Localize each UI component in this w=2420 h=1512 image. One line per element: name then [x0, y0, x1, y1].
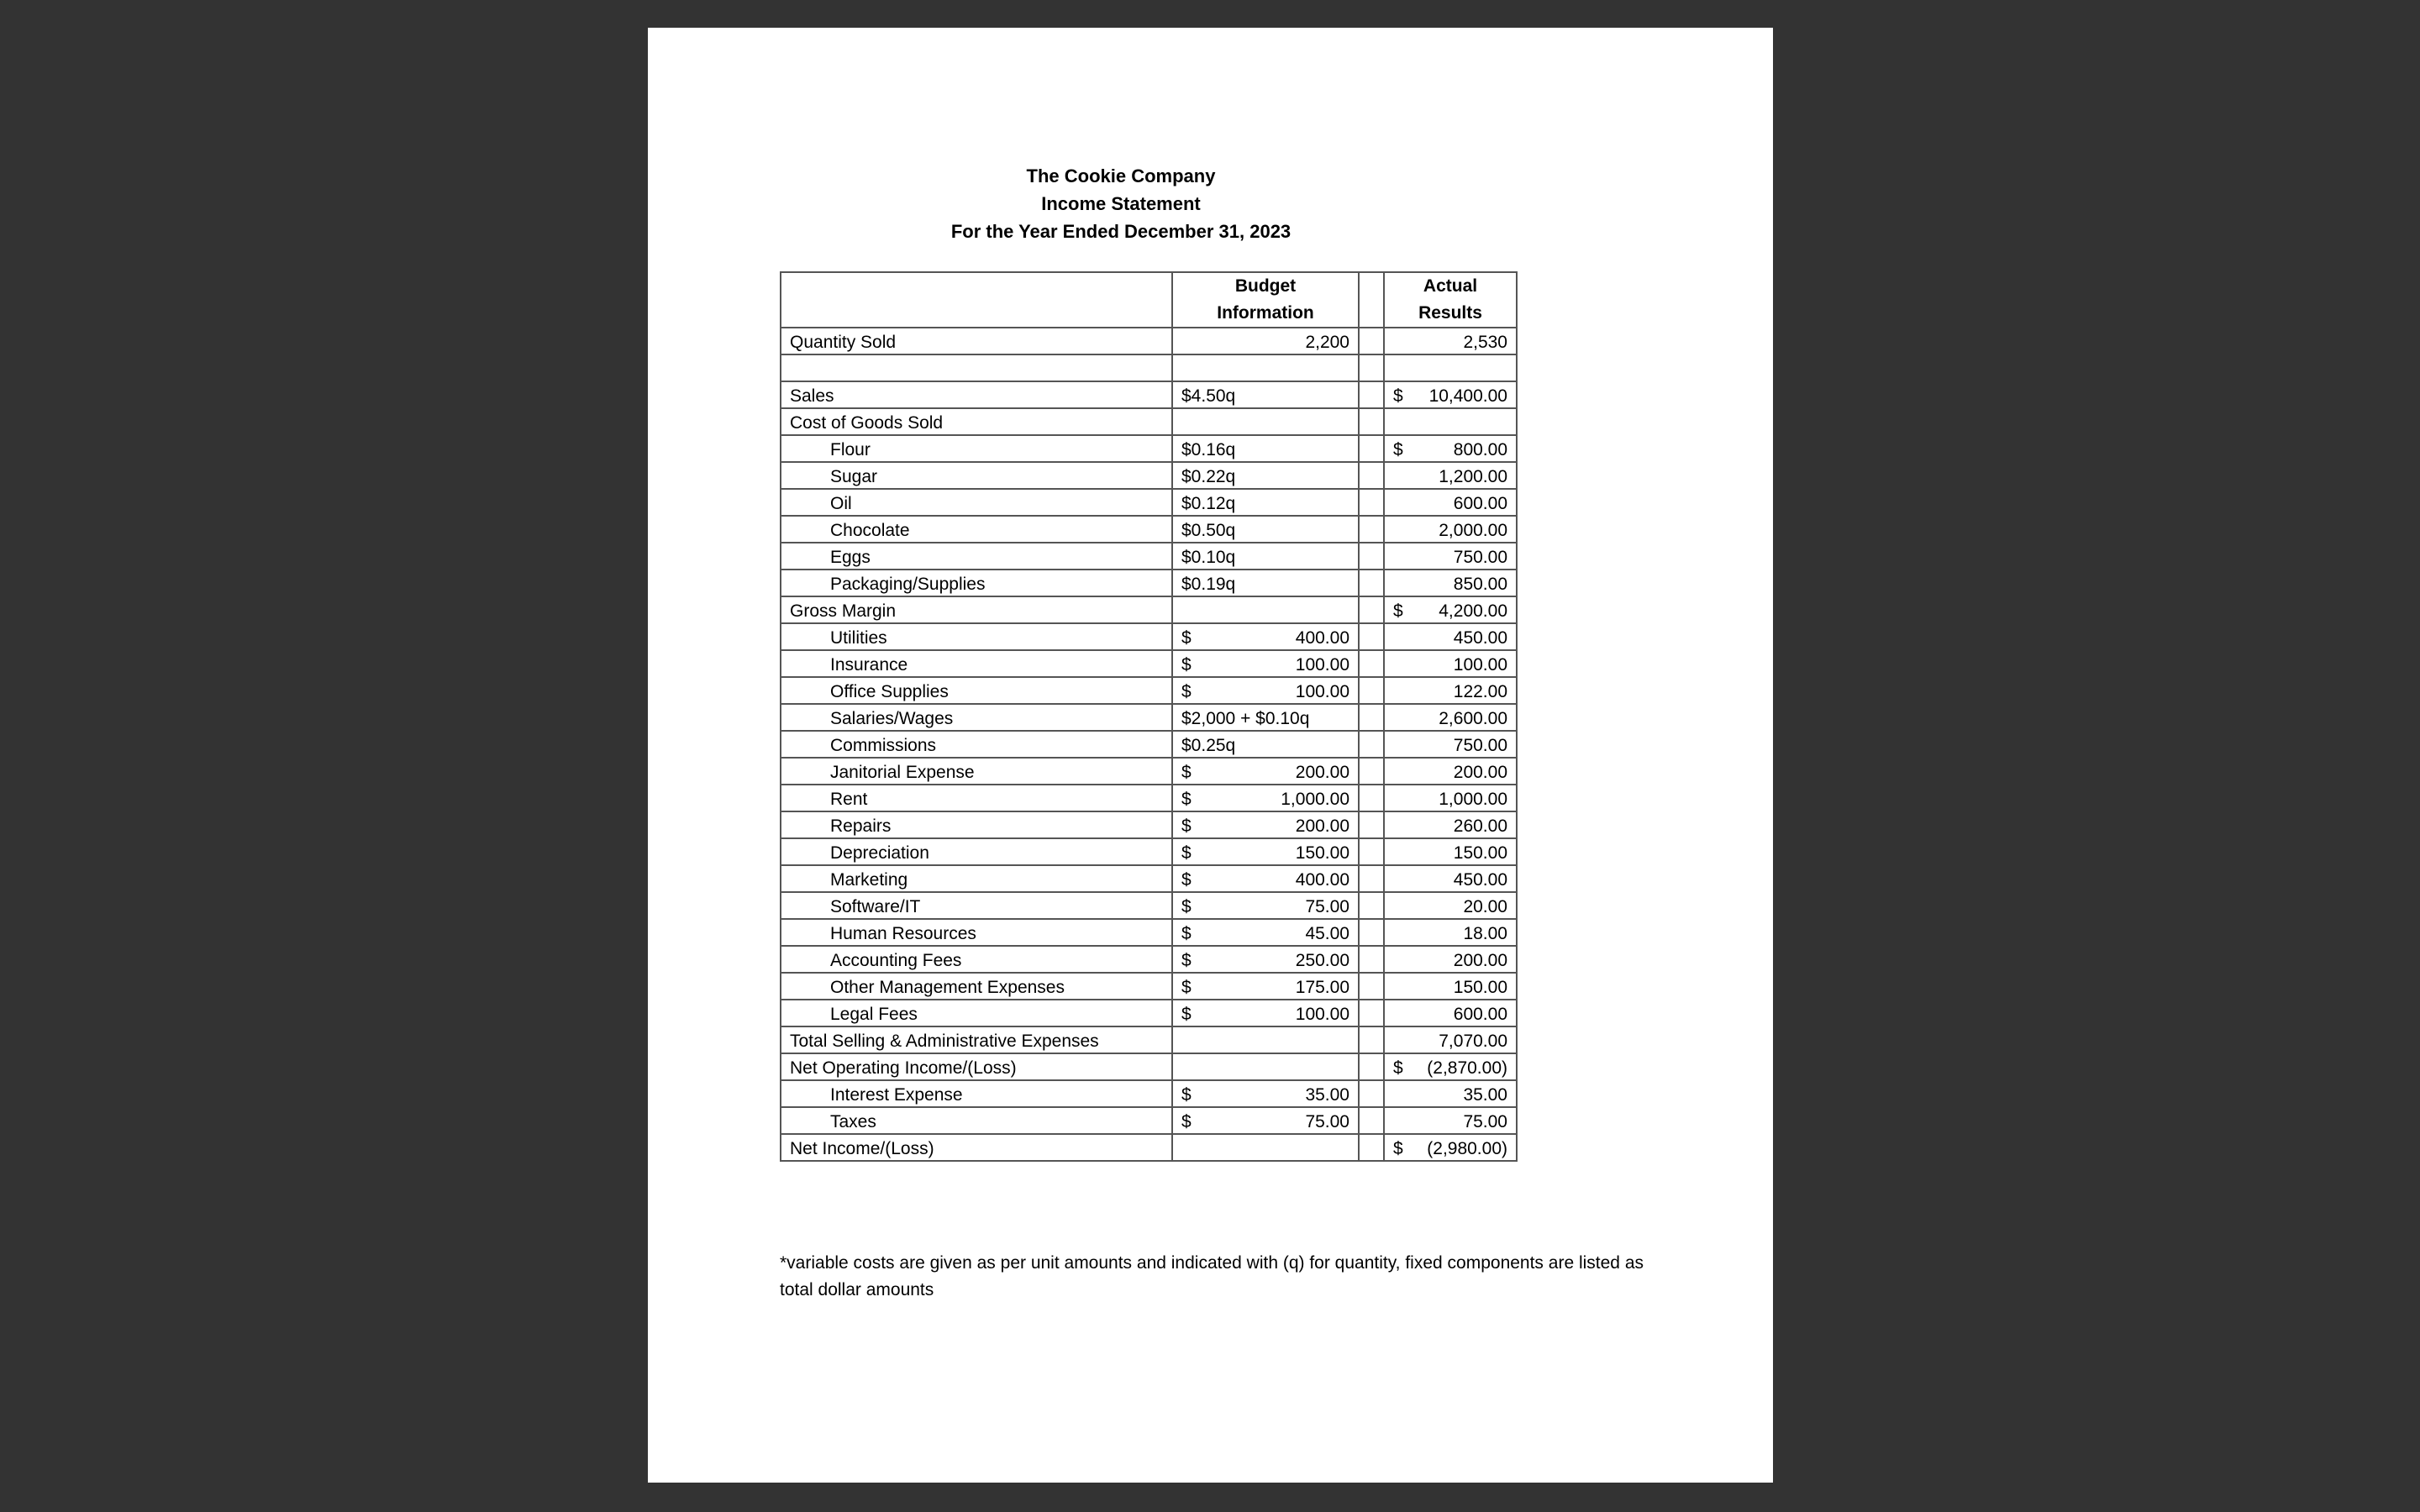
actual-cell: 200.00: [1384, 758, 1517, 785]
line-item-label: Flour: [781, 435, 1172, 462]
table-header-row: [781, 272, 1517, 328]
expense-row: [781, 892, 1517, 919]
budget-symbol: $: [1181, 978, 1192, 997]
footnote: *variable costs are given as per unit amounts and indicated with (q) for quantity, fixed components are listed as total dollar amounts: [780, 1253, 1644, 1299]
actual-cell: 150.00: [1384, 838, 1517, 865]
budget-symbol: $0.25q: [1181, 736, 1236, 755]
cogs-row: [781, 435, 1517, 462]
budget-cell: [1172, 892, 1359, 919]
statement-period: For the Year Ended December 31, 2023: [950, 221, 1292, 242]
actual-column-header: Actual Results: [1384, 272, 1517, 328]
cogs-row: [781, 516, 1517, 543]
budget-column-header: Budget Information: [1172, 272, 1359, 328]
line-item-label: Office Supplies: [781, 677, 1172, 704]
budget-amount: 45.00: [1305, 924, 1349, 943]
actual-cell: [1384, 543, 1517, 570]
actual-amount: 800.00: [1453, 440, 1507, 459]
actual-cell: 450.00: [1384, 865, 1517, 892]
actual-cell: 100.00: [1384, 650, 1517, 677]
budget-cell: [1172, 731, 1359, 758]
actual-cell: 600.00: [1384, 1000, 1517, 1026]
line-item-label: Janitorial Expense: [781, 758, 1172, 785]
budget-cell: [1172, 919, 1359, 946]
actual-cell: 18.00: [1384, 919, 1517, 946]
line-item-label: Salaries/Wages: [781, 704, 1172, 731]
budget-amount: 175.00: [1295, 978, 1349, 997]
net-income-row: Net Income/(Loss) $ (2,980.00): [781, 1134, 1517, 1161]
expense-row: [781, 623, 1517, 650]
budget-cell: [1172, 758, 1359, 785]
other-expense-row: [781, 1080, 1517, 1107]
budget-amount: 75.00: [1305, 1112, 1349, 1131]
budget-symbol: $: [1181, 1112, 1192, 1131]
expense-row: [781, 758, 1517, 785]
actual-cell: 260.00: [1384, 811, 1517, 838]
budget-cell: $0.50q: [1172, 516, 1359, 543]
cogs-row: [781, 543, 1517, 570]
spacer-row: [781, 354, 1517, 381]
expense-row: [781, 1000, 1517, 1026]
actual-cell: 20.00: [1384, 892, 1517, 919]
expense-row: [781, 865, 1517, 892]
budget-amount: 75.00: [1305, 897, 1349, 916]
budget-cell: [1172, 650, 1359, 677]
sales-row: Sales $4.50q $ 10,400.00: [781, 381, 1517, 408]
budget-amount: 1,000.00: [1281, 790, 1349, 809]
budget-cell: $0.10q: [1172, 543, 1359, 570]
line-item-label: Repairs: [781, 811, 1172, 838]
line-item-label: Sugar: [781, 462, 1172, 489]
budget-amount: 200.00: [1295, 763, 1349, 782]
budget-cell: [1172, 704, 1359, 731]
actual-cell: 200.00: [1384, 946, 1517, 973]
actual-cell: [1384, 435, 1517, 462]
line-item-label: Legal Fees: [781, 1000, 1172, 1026]
budget-amount: 100.00: [1295, 682, 1349, 701]
expense-row: [781, 973, 1517, 1000]
cogs-row: [781, 570, 1517, 596]
actual-cell: 122.00: [1384, 677, 1517, 704]
cogs-row: [781, 462, 1517, 489]
budget-symbol: $: [1181, 924, 1192, 943]
budget-symbol: $: [1181, 816, 1192, 836]
budget-cell: [1172, 838, 1359, 865]
budget-symbol: $: [1181, 951, 1192, 970]
actual-amount: 2,000.00: [1439, 521, 1507, 540]
budget-amount: 400.00: [1295, 870, 1349, 890]
actual-cell: 35.00: [1384, 1080, 1517, 1107]
cogs-items: [781, 435, 1517, 596]
actual-amount: 1,200.00: [1439, 467, 1507, 486]
expense-row: [781, 919, 1517, 946]
budget-symbol: $: [1181, 655, 1192, 675]
budget-amount: 250.00: [1295, 951, 1349, 970]
budget-amount: 100.00: [1295, 655, 1349, 675]
gross-margin-row: Gross Margin $ 4,200.00: [781, 596, 1517, 623]
line-item-label: Packaging/Supplies: [781, 570, 1172, 596]
line-item-label: Oil: [781, 489, 1172, 516]
budget-cell: [1172, 1107, 1359, 1134]
net-operating-row: Net Operating Income/(Loss) $ (2,870.00): [781, 1053, 1517, 1080]
budget-cell: [1172, 946, 1359, 973]
budget-amount: 200.00: [1295, 816, 1349, 836]
expense-row: [781, 838, 1517, 865]
line-item-label: Taxes: [781, 1107, 1172, 1134]
cogs-row: [781, 489, 1517, 516]
line-item-label: Chocolate: [781, 516, 1172, 543]
total-sga-row: Total Selling & Administrative Expenses 7,070.00: [781, 1026, 1517, 1053]
budget-cell: [1172, 677, 1359, 704]
line-item-label: Accounting Fees: [781, 946, 1172, 973]
line-item-label: Software/IT: [781, 892, 1172, 919]
budget-cell: [1172, 973, 1359, 1000]
income-statement-table: [780, 271, 1518, 1162]
expense-row: [781, 785, 1517, 811]
actual-symbol: $: [1393, 440, 1403, 459]
actual-cell: [1384, 489, 1517, 516]
budget-symbol: $: [1181, 870, 1192, 890]
actual-cell: 75.00: [1384, 1107, 1517, 1134]
line-item-label: Commissions: [781, 731, 1172, 758]
budget-cell: $0.12q: [1172, 489, 1359, 516]
budget-symbol: $: [1181, 897, 1192, 916]
other-expense-row: [781, 1107, 1517, 1134]
budget-symbol: $: [1181, 843, 1192, 863]
expense-row: [781, 811, 1517, 838]
budget-symbol: $: [1181, 628, 1192, 648]
budget-symbol: $: [1181, 1085, 1192, 1105]
actual-cell: 2,600.00: [1384, 704, 1517, 731]
document-page: [648, 28, 1773, 1483]
expense-row: [781, 650, 1517, 677]
actual-amount: 750.00: [1453, 548, 1507, 567]
budget-symbol: $: [1181, 1005, 1192, 1024]
actual-amount: 850.00: [1453, 575, 1507, 594]
line-item-label: Marketing: [781, 865, 1172, 892]
line-item-label: Utilities: [781, 623, 1172, 650]
statement-title: Income Statement: [1041, 193, 1201, 214]
line-item-label: Depreciation: [781, 838, 1172, 865]
actual-cell: 450.00: [1384, 623, 1517, 650]
budget-cell: [1172, 811, 1359, 838]
budget-cell: $0.22q: [1172, 462, 1359, 489]
actual-amount: 600.00: [1453, 494, 1507, 513]
budget-amount: 35.00: [1305, 1085, 1349, 1105]
expense-row: [781, 946, 1517, 973]
expense-row: [781, 704, 1517, 731]
budget-amount: 150.00: [1295, 843, 1349, 863]
other-items: [781, 1080, 1517, 1134]
company-name: The Cookie Company: [1026, 165, 1216, 186]
budget-cell: [1172, 865, 1359, 892]
line-item-label: Other Management Expenses: [781, 973, 1172, 1000]
budget-cell: [1172, 785, 1359, 811]
line-item-label: Interest Expense: [781, 1080, 1172, 1107]
expense-row: [781, 677, 1517, 704]
line-item-label: Insurance: [781, 650, 1172, 677]
budget-cell: [1172, 1000, 1359, 1026]
expense-row: [781, 731, 1517, 758]
statement-header: [648, 162, 1594, 245]
actual-cell: [1384, 570, 1517, 596]
budget-amount: 100.00: [1295, 1005, 1349, 1024]
budget-amount: 400.00: [1295, 628, 1349, 648]
budget-symbol: $2,000 + $0.10q: [1181, 709, 1310, 728]
budget-cell: [1172, 623, 1359, 650]
actual-cell: [1384, 516, 1517, 543]
actual-cell: 1,000.00: [1384, 785, 1517, 811]
expense-items: [781, 623, 1517, 1026]
budget-cell: [1172, 1080, 1359, 1107]
actual-cell: 150.00: [1384, 973, 1517, 1000]
line-item-label: Human Resources: [781, 919, 1172, 946]
budget-symbol: $: [1181, 682, 1192, 701]
line-item-label: Eggs: [781, 543, 1172, 570]
actual-cell: 750.00: [1384, 731, 1517, 758]
budget-symbol: $: [1181, 763, 1192, 782]
cogs-header-row: Cost of Goods Sold: [781, 408, 1517, 435]
actual-cell: [1384, 462, 1517, 489]
line-item-label: Rent: [781, 785, 1172, 811]
budget-cell: $0.16q: [1172, 435, 1359, 462]
budget-cell: $0.19q: [1172, 570, 1359, 596]
quantity-row: Quantity Sold 2,200 2,530: [781, 328, 1517, 354]
budget-symbol: $: [1181, 790, 1192, 809]
